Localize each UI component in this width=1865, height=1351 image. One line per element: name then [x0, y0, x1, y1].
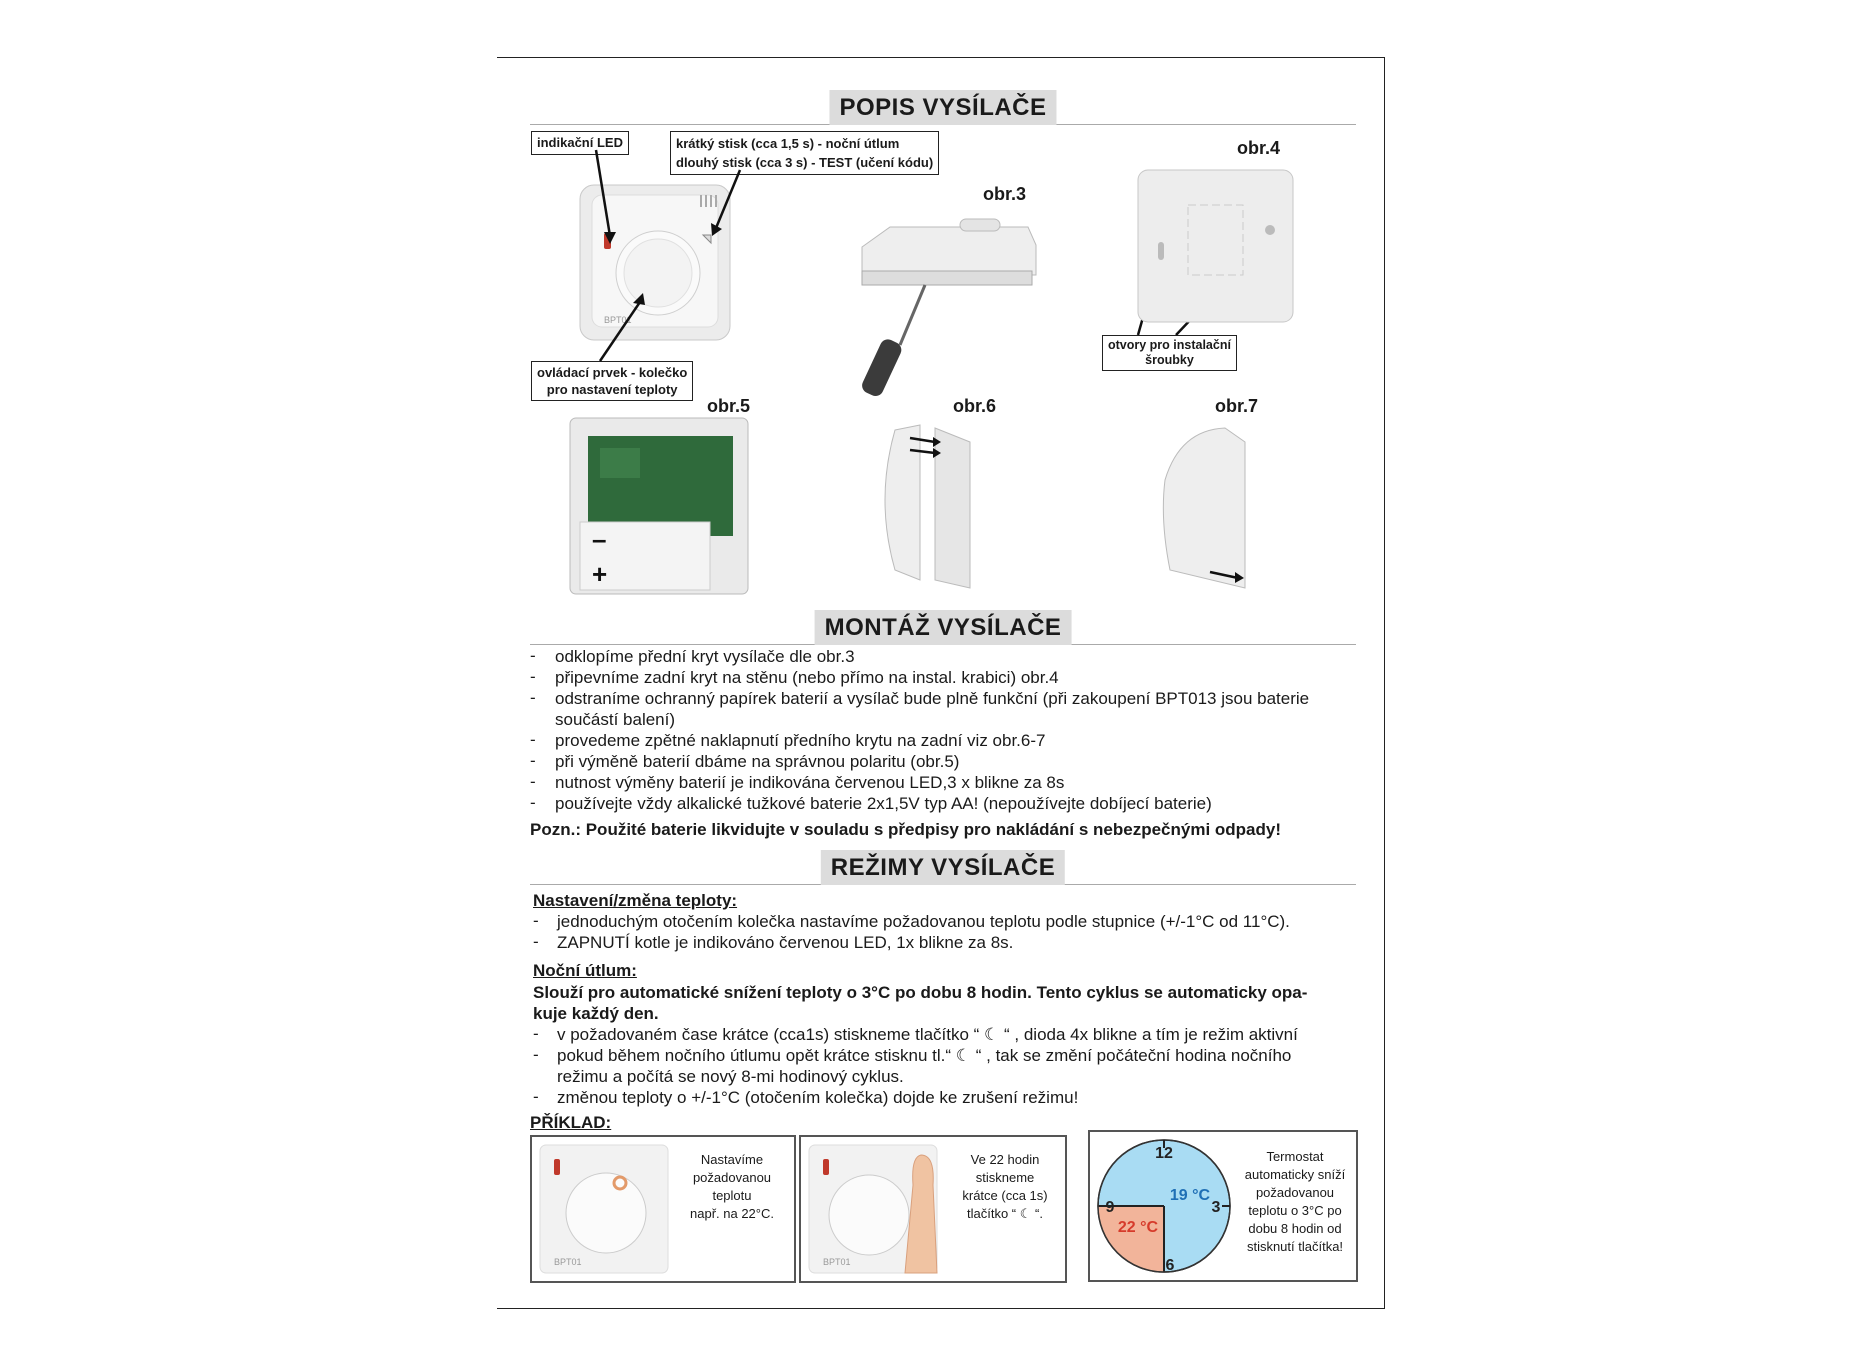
obr5-open-device-illustration — [570, 418, 750, 598]
nocni-bold-line2: kuje každý den. — [533, 1004, 659, 1023]
figure-label-obr4: obr.4 — [1237, 138, 1281, 158]
card-line: stisknutí tlačítka! — [1246, 1239, 1344, 1254]
callout-button-line2: dlouhý stisk (cca 3 s) - TEST (učení kódu) — [676, 155, 934, 170]
callout-button-line1: krátký stisk (cca 1,5 s) - noční útlum — [676, 136, 900, 151]
callout-led: indikační LED — [531, 131, 629, 155]
card-line: Termostat — [1266, 1149, 1324, 1164]
svg-text:+: + — [592, 559, 608, 589]
nocni-bold-line1: Slouží pro automatické snížení teploty o 3°C po dobu 8 hodin. Tento cyklus se automaticky opa- — [533, 983, 1308, 1002]
card-line: např. na 22°C. — [690, 1206, 774, 1221]
example-card-2 — [799, 1135, 1067, 1283]
montaz-item: provedeme zpětné naklapnutí předního krytu na zadní viz obr.6-7 — [555, 731, 1046, 750]
nastaveni-item: jednoduchým otočením kolečka nastavíme požadovanou teplotu podle stupnice (+/-1°C od 11°C). — [557, 912, 1290, 931]
montaz-item: odklopíme přední kryt vysílače dle obr.3 — [555, 647, 855, 666]
card-line: dobu 8 hodin od — [1248, 1221, 1342, 1236]
example-card-2-text — [951, 1151, 1059, 1223]
montaz-item: používejte vždy alkalické tužkové baterie 2x1,5V typ AA! (nepoužívejte dobíjecí baterie) — [555, 794, 1212, 813]
device-label: BPT01 — [604, 315, 632, 325]
obr6-side-view-illustration — [875, 420, 985, 595]
figure-label-obr3: obr.3 — [983, 184, 1027, 204]
disposal-note: Pozn.: Použité baterie likvidujte v souladu s předpisy pro nakládání s nebezpečnými odpady! — [530, 820, 1281, 839]
callout-holes-line1: otvory pro instalační — [1108, 338, 1231, 352]
svg-text:–: – — [592, 524, 607, 554]
clock-label-6: 6 — [1165, 1257, 1175, 1274]
section-title-montaz: MONTÁŽ VYSÍLAČE — [530, 608, 1356, 645]
card-line: krátce (cca 1s) — [962, 1188, 1048, 1203]
obr7-side-view-illustration — [1140, 420, 1260, 595]
card-line: teplotu — [712, 1188, 752, 1203]
montaz-item: připevníme zadní kryt na stěnu (nebo přímo na instal. krabici) obr.4 — [555, 668, 1059, 687]
card-line: Nastavíme — [700, 1152, 764, 1167]
card-line: požadovanou — [1255, 1185, 1335, 1200]
nocni-item-cont: režimu a počítá se nový 8-mi hodinový cyklus. — [557, 1067, 904, 1086]
example-card-1 — [530, 1135, 796, 1283]
callout-holes-line2: šroubky — [1145, 353, 1194, 367]
section-title-popis: POPIS VYSÍLAČE — [530, 88, 1356, 125]
montaz-item: odstraníme ochranný papírek baterií a vysílač bude plně funkční (při zakoupení BPT013 jsou baterie — [555, 689, 1310, 708]
nocni-heading: Noční útlum: — [533, 961, 637, 980]
obr4-back-plate-illustration — [1138, 170, 1298, 330]
clock-temp-day: 19 °C — [1169, 1187, 1211, 1204]
nocni-item: změnou teploty o +/-1°C (otočením kolečka) dojde ke zrušení režimu! — [557, 1088, 1079, 1107]
montaz-item: nutnost výměny baterií je indikována červenou LED,3 x blikne za 8s — [555, 773, 1065, 792]
example-card-1-text — [676, 1151, 788, 1223]
montaz-item: při výměně baterií dbáme na správnou polaritu (obr.5) — [555, 752, 960, 771]
figure-label-obr7: obr.7 — [1215, 396, 1259, 416]
card-line: tlačítko “ ☾ “. — [967, 1206, 1043, 1221]
nastaveni-item: ZAPNUTÍ kotle je indikováno červenou LED, 1x blikne za 8s. — [557, 933, 1014, 952]
device-label: BPT01 — [823, 1257, 851, 1267]
figure-label-obr5: obr.5 — [707, 396, 751, 416]
card-line: stiskneme — [975, 1170, 1035, 1185]
card-line: požadovanou — [692, 1170, 772, 1185]
callout-knob-line1: ovládací prvek - kolečko — [537, 365, 688, 380]
clock-label-12: 12 — [1155, 1145, 1173, 1162]
card-line: teplotu o 3°C po — [1248, 1203, 1342, 1218]
obr3-device-illustration — [860, 215, 1040, 395]
priklad-heading: PŘÍKLAD: — [530, 1113, 612, 1132]
section-title-rezimy: REŽIMY VYSÍLAČE — [530, 848, 1356, 885]
nastaveni-heading: Nastavení/změna teploty: — [533, 891, 738, 910]
clock-label-9: 9 — [1105, 1199, 1115, 1216]
card-line: automaticky sníží — [1244, 1167, 1346, 1182]
thermostat-set-illustration — [540, 1145, 670, 1275]
montaz-item-cont: součástí balení) — [555, 710, 676, 729]
example-card-3-text — [1238, 1148, 1352, 1256]
figure-label-obr6: obr.6 — [953, 396, 997, 416]
clock-label-3: 3 — [1211, 1199, 1221, 1216]
device-label: BPT01 — [554, 1257, 582, 1267]
thermostat-press-illustration — [809, 1145, 949, 1275]
clock-temp-night: 22 °C — [1117, 1219, 1159, 1236]
callout-knob-line2: pro nastavení teploty — [546, 382, 678, 397]
nocni-item: v požadovaném čase krátce (cca1s) stiskneme tlačítko “ ☾ “ , dioda 4x blikne a tím je režim aktivní — [557, 1025, 1298, 1044]
nocni-item: pokud během nočního útlumu opět krátce stisknu tl.“ ☾ “ , tak se změní počáteční hodina nočního — [557, 1046, 1292, 1065]
card-line: Ve 22 hodin — [970, 1152, 1040, 1167]
clock-diagram — [1094, 1136, 1234, 1276]
example-card-3 — [1088, 1130, 1358, 1282]
